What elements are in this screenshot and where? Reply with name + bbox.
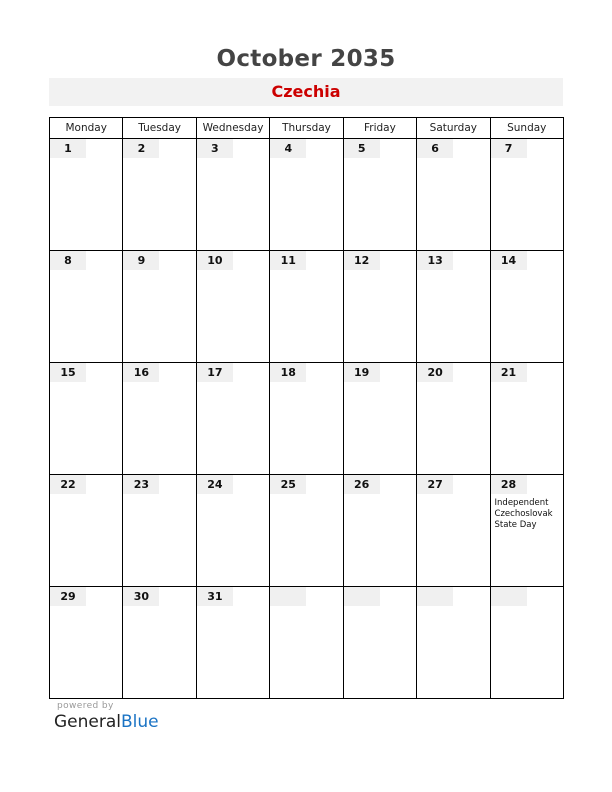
day-number: 7 [491,139,527,158]
day-cell [417,475,490,587]
day-number: 3 [197,139,233,158]
day-cell [417,139,490,251]
day-number: 17 [197,363,233,382]
day-cell [270,363,343,475]
weekday-wednesday: Wednesday [196,118,269,139]
day-number: 4 [270,139,306,158]
day-number: 29 [50,587,86,606]
day-cell [50,475,123,587]
weekday-thursday: Thursday [270,118,343,139]
day-cell [490,475,563,587]
weekday-friday: Friday [343,118,416,139]
day-cell [270,139,343,251]
day-cell [50,251,123,363]
powered-by-text: powered by [57,701,114,711]
day-number: 6 [417,139,453,158]
day-cell [50,363,123,475]
day-number: 15 [50,363,86,382]
day-cell [123,475,196,587]
day-number: 31 [197,587,233,606]
day-cell [343,587,416,699]
day-cell [270,251,343,363]
day-cell [270,475,343,587]
day-cell [343,363,416,475]
day-cell [490,363,563,475]
day-number: 28 [491,475,527,494]
day-number: 21 [491,363,527,382]
day-number: 9 [123,251,159,270]
day-cell [196,587,269,699]
day-cell [123,251,196,363]
day-number: 19 [344,363,380,382]
empty-day-marker [417,587,453,606]
day-number: 12 [344,251,380,270]
day-cell [490,139,563,251]
generalblue-logo[interactable] [54,712,159,732]
day-number: 11 [270,251,306,270]
weekday-tuesday: Tuesday [123,118,196,139]
week-row [50,251,564,363]
day-number: 1 [50,139,86,158]
day-cell [417,251,490,363]
empty-day-marker [491,587,527,606]
calendar-grid [49,117,564,699]
day-cell [417,363,490,475]
week-row [50,587,564,699]
day-cell [343,251,416,363]
week-row [50,363,564,475]
day-cell [123,139,196,251]
weekday-monday: Monday [50,118,123,139]
day-cell [270,587,343,699]
day-cell [490,587,563,699]
day-number: 10 [197,251,233,270]
day-cell [123,363,196,475]
empty-day-marker [344,587,380,606]
day-number: 20 [417,363,453,382]
day-number: 23 [123,475,159,494]
weekday-saturday: Saturday [417,118,490,139]
day-number: 30 [123,587,159,606]
country-name: Czechia [271,82,341,101]
day-number: 13 [417,251,453,270]
day-number: 8 [50,251,86,270]
day-cell [343,475,416,587]
weekday-sunday: Sunday [490,118,563,139]
day-cell [196,139,269,251]
month-title: October 2035 [216,46,396,72]
country-band [49,78,563,106]
day-number: 27 [417,475,453,494]
day-cell [196,251,269,363]
week-row [50,139,564,251]
day-cell [50,587,123,699]
day-number: 16 [123,363,159,382]
empty-day-marker [270,587,306,606]
day-number: 26 [344,475,380,494]
day-number: 24 [197,475,233,494]
day-number: 22 [50,475,86,494]
brand-blue: Blue [121,712,159,732]
day-cell [343,139,416,251]
weekday-header-row [50,118,564,139]
day-cell [490,251,563,363]
brand-general: General [54,712,121,732]
day-number: 2 [123,139,159,158]
day-cell [196,363,269,475]
day-cell [123,587,196,699]
day-number: 18 [270,363,306,382]
day-cell [196,475,269,587]
week-row [50,475,564,587]
day-number: 14 [491,251,527,270]
holiday-label: Independent Czechoslovak State Day [494,498,553,530]
day-number: 5 [344,139,380,158]
day-cell [50,139,123,251]
day-cell [417,587,490,699]
day-number: 25 [270,475,306,494]
